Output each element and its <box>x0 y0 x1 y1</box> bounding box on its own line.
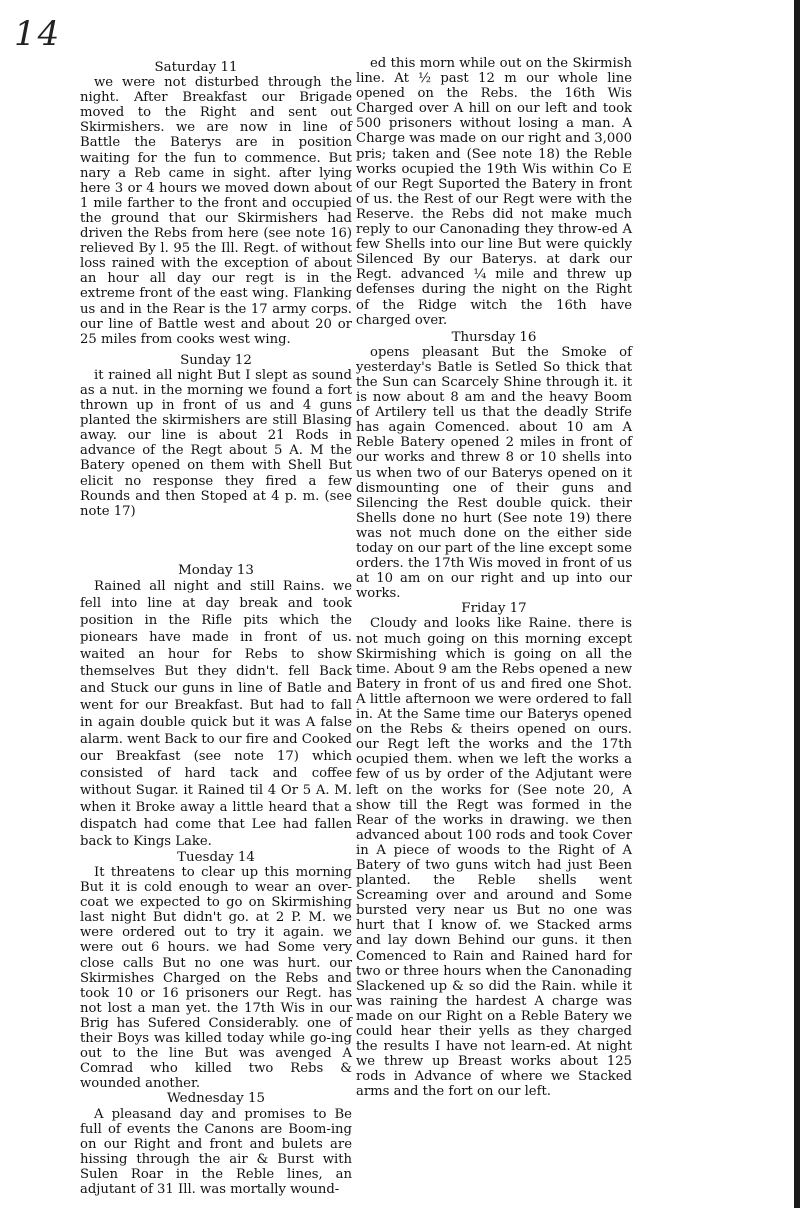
entry-heading: Sunday 12 <box>180 352 252 368</box>
entry-text: we were not disturbed through the night. After Breakfast our Brigade moved to the Right and sent out Skirmishers. we are now in line of Battle the Baterys are in position waiting for the fun to commence. But nary a Reb came in sight. after lying here 3 or 4 hours we moved down about 1 mile farther to the front and occupied the ground that our Skirmishers had driven the Rebs from here (see note 16) relieved By l. 95 the Ill. Regt. of without loss rained with the exception of about an hour all day our regt is in the extreme front of the east wing. Flanking us and in the Rear is the 17 army corps. our line of Battle west and about 20 or 25 miles from cooks west wing. <box>80 75 352 347</box>
scan-edge <box>794 0 800 1208</box>
left-column <box>80 60 352 1197</box>
entry-text: Cloudy and looks like Raine. there is not much going on this morning except Skirmishing which is going on all the time. About 9 am the Rebs opened a new Batery in front of us and fired one Shot. A little afternoon we were ordered to fall in. At the Same time our Baterys opened on the Rebs & theirs opened on ours. our Regt left the works and the 17th ocupied them. when we left the works a few of us by order of the Adjutant were left on the works for (See note 20, A show till the Regt was formed in the Rear of the works in drawing. we then advanced about 100 rods and took Cover in A piece of woods to the Right of A Batery of two guns witch had just Been planted. the Reble shells went Screaming over and around and Some bursted very near us But no one was hurt that I know of. we Stacked arms and lay down Behind our guns. it then Comenced to Rain and Rained hard for two or three hours when the Canonading Slackened up & so did the Rain. while it was raining the hardest A charge was made on our Right on a Reble Batery we could hear their yells as they charged the results I have not learn-ed. At night we threw up Breast works about 125 rods in Advance of where we Stacked arms and the fort on our left. <box>356 616 632 1100</box>
entry-text: ed this morn while out on the Skirmish line. At ½ past 12 m our whole line opened on the Rebs. the 16th Wis Charged over A hill on our left and took 500 prisoners without losing a man. A Charge was made on our right and 3,000 pris; taken and (See note 18) the Reble works ocupied the 19th Wis within Co E of our Regt Suported the Batery in front of us. the Rest of our Regt were with the Reserve. the Rebs did not make much reply to our Canonading they throw-ed A few Shells into our line But were quickly Silenced By our Baterys. at dark our Regt. advanced ¼ mile and threw up defenses during the night on the Right of the Ridge witch the 16th have charged over. <box>356 56 632 328</box>
page-number: 14 <box>14 14 62 54</box>
entry-text: A pleasand day and promises to Be full of events the Canons are Boom-ing on our Right and front and bulets are hissing through the air & Burst with Sulen Roar in the Reble lines, an adjutant of 31 Ill. was mortally wound- <box>80 1106 352 1197</box>
entry-heading: Thursday 16 <box>451 329 537 345</box>
entry-text: it rained all night But I slept as sound as a nut. in the morning we found a fort thrown up in front of us and 4 guns planted the skirmishers are still Blasing away. our line is about 21 Rods in advance of the Regt about 5 A. M the Batery opened on them with Shell But elicit no response they fired a few Rounds and then Stoped at 4 p. m. (see note 17) <box>80 367 352 519</box>
entry-heading: Wednesday 15 <box>166 1091 265 1107</box>
entry-text: opens pleasant But the Smoke of yesterday's Batle is Setled So thick that the Sun can Scarcely Shine through it. it is now about 8 am and the heavy Boom of Artilery tell us that the deadly Strife has again Comenced. about 10 am A Reble Batery opened 2 miles in front of our works and threw 8 or 10 shells into us when two of our Baterys opened on it dismounting one of their guns and Silencing the Rest double quick. their Shells done no hurt (See note 19) there was not much done on the either side today on our part of the line except some orders. the 17th Wis moved in front of us at 10 am on our right and up into our works. <box>356 344 632 602</box>
entry-heading: Monday 13 <box>178 562 254 578</box>
right-column <box>356 56 632 1099</box>
entry-text: It threatens to clear up this morning But it is cold enough to wear an over-coat we expected to go on Skirmishing last night But didn't go. at 2 P. M. we were ordered out to try it again. we were out 6 hours. we had Some very close calls But no one was hurt. our Skirmishes Charged on the Rebs and took 10 or 16 prisoners our Regt. has not lost a man yet. the 17th Wis in our Brig has Sufered Considerably. one of their Boys was killed today while go-ing out to the line But was avenged A Comrad who killed two Rebs & wounded another. <box>80 865 352 1092</box>
entry-heading: Saturday 11 <box>154 60 238 75</box>
entry-heading: Tuesday 14 <box>177 849 255 865</box>
entry-text: Rained all night and still Rains. we fell into line at day break and took position in the Rifle pits which the pionears have made in front of us. waited an hour for Rebs to show themselves But they didn't. fell Back and Stuck our guns in line of Batle and went for our Breakfast. But had to fall in again double quick but it was A false alarm. went Back to our fire and Cooked our Breakfast (see note 17) which consisted of hard tack and coffee without Sugar. it Rained til 4 Or 5 A. M. when it Broke away a little heard that a dispatch had come that Lee had fallen back to Kings Lake. <box>80 578 352 849</box>
entry-heading: Friday 17 <box>461 601 527 617</box>
